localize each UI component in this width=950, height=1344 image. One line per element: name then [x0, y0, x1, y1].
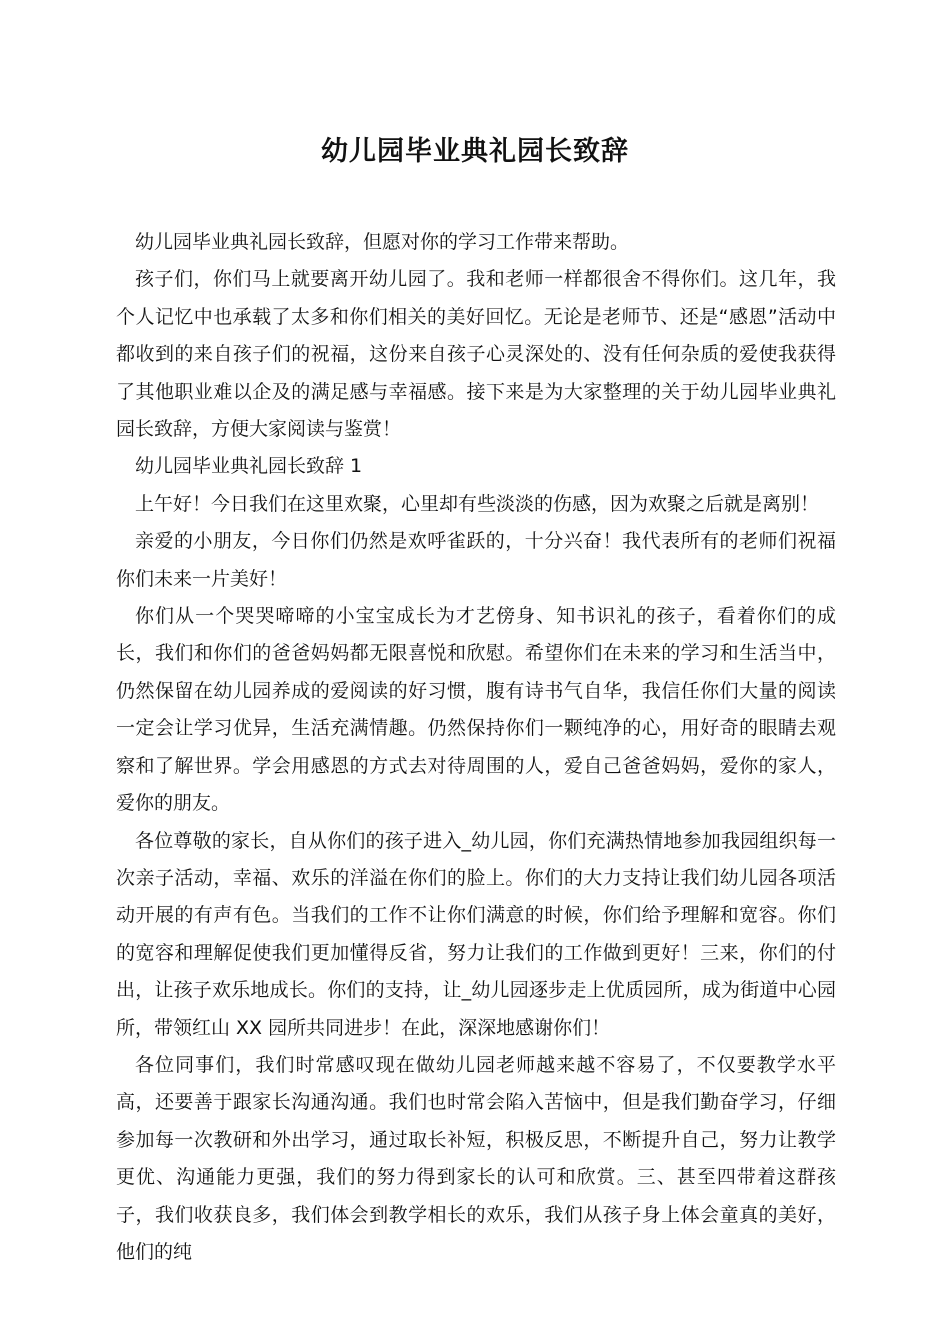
greeting-paragraph: 上午好！今日我们在这里欢聚，心里却有些淡淡的伤感，因为欢聚之后就是离别！	[135, 492, 820, 515]
preface-paragraph: 孩子们，你们马上就要离开幼儿园了。我和老师一样都很舍不得你们。这几年，我个人记忆中也承载了太多和你们相关的美好回忆。无论是老师节、还是“感恩”活动中都收到的来自孩子们的祝福，这份来自孩子心灵深处的、没有任何杂质的爱使我获得了其他职业难以企及的满足感与幸福感。接下来是为大家整理的关于幼儿园毕业典礼园长致辞，方便大家阅读与鉴赏！	[116, 268, 836, 441]
colleagues-paragraph: 各位同事们，我们时常感叹现在做幼儿园老师越来越不容易了，不仅要教学水平高，还要善于跟家长沟通沟通。我们也时常会陷入苦恼中，但是我们勤奋学习，仔细参加每一次教研和外出学习，通过取长补短，积极反思，不断提升自己，努力让教学更优、沟通能力更强，我们的努力得到家长的认可和欣赏。三、甚至四带着这群孩子，我们收获良多，我们体会到教学相长的欢乐，我们从孩子身上体会童真的美好，他们的纯	[116, 1053, 836, 1263]
children-blessing-paragraph: 亲爱的小朋友，今日你们仍然是欢呼雀跃的，十分兴奋！我代表所有的老师们祝福你们未来一片美好！	[116, 530, 836, 590]
parents-paragraph: 各位尊敬的家长，自从你们的孩子进入_幼儿园，你们充满热情地参加我园组织每一次亲子活动，幸福、欢乐的洋溢在你们的脸上。你们的大力支持让我们幼儿园各项活动开展的有声有色。当我们的工作不让你们满意的时候，你们给予理解和宽容。你们的宽容和理解促使我们更加懂得反省，努力让我们的工作做到更好！三来，你们的付出，让孩子欢乐地成长。你们的支持，让_幼儿园逐步走上优质园所，成为街道中心园所，带领红山 XX 园所共同进步！在此，深深地感谢你们！	[116, 829, 836, 1039]
document-title: 幼儿园毕业典礼园长致辞	[321, 136, 629, 167]
document-body	[116, 224, 836, 1271]
intro-paragraph: 幼儿园毕业典礼园长致辞，但愿对你的学习工作带来帮助。	[135, 231, 630, 253]
children-growth-paragraph: 你们从一个哭哭啼啼的小宝宝成长为才艺傍身、知书识礼的孩子，看着你们的成长，我们和你们的爸爸妈妈都无限喜悦和欣慰。希望你们在未来的学习和生活当中，仍然保留在幼儿园养成的爱阅读的好习惯，腹有诗书气自华，我信任你们大量的阅读一定会让学习优异，生活充满情趣。仍然保持你们一颗纯净的心，用好奇的眼睛去观察和了解世界。学会用感恩的方式去对待周围的人，爱自己爸爸妈妈，爱你的家人，爱你的朋友。	[116, 605, 836, 815]
section-heading: 幼儿园毕业典礼园长致辞 1	[135, 455, 363, 478]
